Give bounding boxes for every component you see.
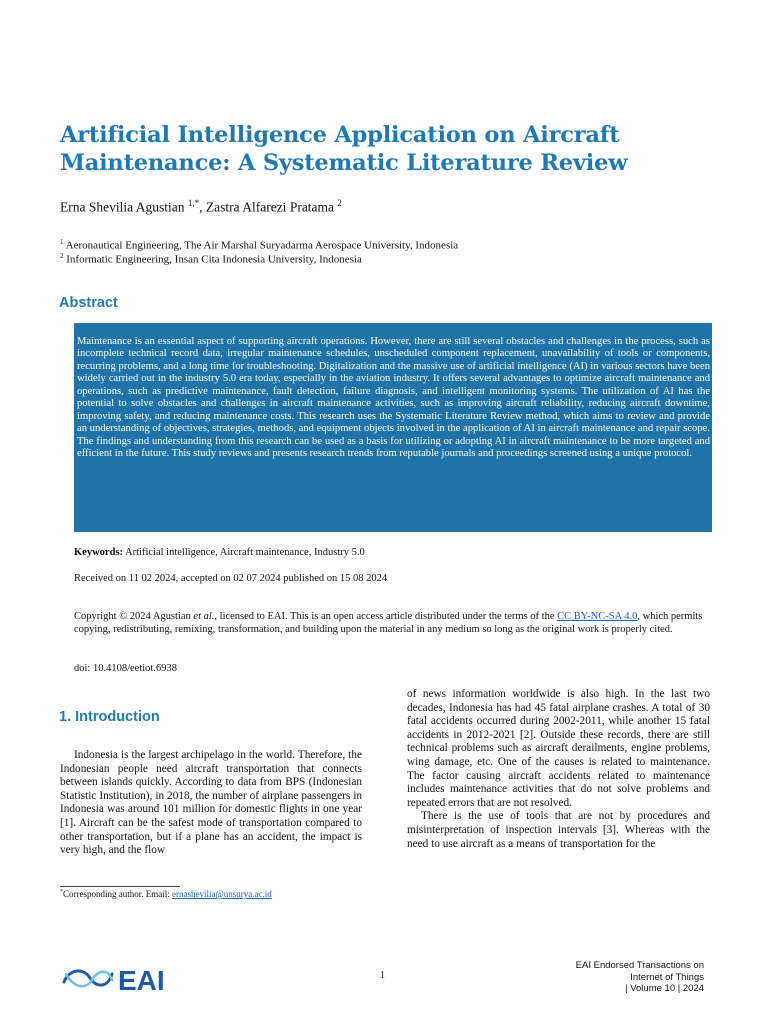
paper-title xyxy=(60,121,700,177)
title-line-1: Artificial Intelligence Application on Aircraft xyxy=(60,122,620,148)
affiliation-text: Informatic Engineering, Insan Cita Indonesia University, Indonesia xyxy=(63,253,362,266)
section-heading-introduction: 1. Introduction xyxy=(59,709,160,725)
abstract-heading: Abstract xyxy=(59,295,118,311)
footnote-text: Corresponding author. Email: xyxy=(63,889,172,899)
author-name: Erna Shevilia Agustian xyxy=(60,199,188,215)
affiliation-2 xyxy=(60,249,362,267)
author-separator: , xyxy=(199,199,206,215)
affiliation-number: 1 xyxy=(60,238,64,246)
keywords-label: Keywords: xyxy=(74,547,123,558)
paragraph: of news information worldwide is also high. In the last two decades, Indonesia has had 45 fatal airplane crashes. A total of 30 fatal accidents occurred during 2002-2011, while another 15 fatal accidents in 2012-2021 [2]. Outside these records, there are still technical problems such as aircraft derailments, engine problems, wing damage, etc. One of the causes is related to maintenance. The factor causing aircraft accidents related to maintenance includes maintenance activities that do not solve problems and repeated errors that are not resolved. xyxy=(407,688,710,809)
copyright-text: , licensed to EAI. This is an open access article distributed under the terms of the xyxy=(214,611,558,622)
left-column xyxy=(60,749,362,858)
journal-line: Internet of Things xyxy=(630,971,704,983)
author-affiliation-mark: 2 xyxy=(337,198,342,208)
et-al: et al. xyxy=(193,611,215,622)
keywords-text: Artificial intelligence, Aircraft maintenance, Industry 5.0 xyxy=(123,547,365,558)
keywords xyxy=(74,547,365,560)
paragraph: Indonesia is the largest archipelago in the world. Therefore, the Indonesian people need aircraft transportation that connects between islands quickly. According to data from BPS (Indonesian Statistic Institution), in 2018, the number of airplane passengers in Indonesia was around 101 million for domestic flights in one year [1]. Aircraft can be the safest mode of transportation compared to other transportation, but if a plane has an accident, the impact is very high, and the flow xyxy=(60,749,362,857)
footnote-mark: * xyxy=(60,889,63,895)
copyright-text: , which permits copying, redistributing, remixing, transformation, and building upon the material in any medium so long as the original work is properly cited. xyxy=(74,611,703,635)
email-link[interactable]: ernashevilia@unsurya.ac.id xyxy=(171,889,272,899)
author-affiliation-mark: 1,* xyxy=(187,198,200,208)
license-link[interactable]: CC BY-NC-SA 4.0 xyxy=(557,611,638,622)
abstract-box xyxy=(74,323,712,532)
corresponding-author-footnote xyxy=(60,889,272,899)
footnote-divider xyxy=(60,886,180,887)
abstract-text: Maintenance is an essential aspect of supporting aircraft operations. However, there are still several obstacles and challenges in the process, such as incomplete technical record data, irregular maintenance schedules, unscheduled component replacement, unavailability of tools or components, recurring problems, and a long time for troubleshooting. Digitalization and the massive use of artificial intelligence (AI) in various sectors have been widely carried out in the industry 5.0 era today, especially in the aviation industry. It offers several advantages to optimize aircraft maintenance and operations, such as predictive maintenance, fault detection, failure diagnosis, and intelligent monitoring systems. The utilization of AI has the potential to solve obstacles and challenges in aircraft maintenance activities, such as improving aircraft reliability, reducing aircraft downtime, improving safety, and reducing maintenance costs. This research uses the Systematic Literature Review method, which aims to review and provide an understanding of objectives, strategies, methods, and equipment objects involved in the application of AI in aircraft maintenance and repair scope. The findings and understanding from this research can be used as a basis for utilizing or adopting AI in aircraft maintenance to be more targeted and efficient in the future. This study reviews and presents research trends from reputable journals and proceedings screened using a unique protocol. xyxy=(77,336,710,460)
logo-text: EAI xyxy=(118,965,165,994)
received-dates: Received on 11 02 2024, accepted on 02 07 2024 published on 15 08 2024 xyxy=(74,573,388,584)
affiliation-text: Aeronautical Engineering, The Air Marshal Suryadarma Aerospace University, Indonesia xyxy=(63,239,459,252)
journal-line: EAI Endorsed Transactions on xyxy=(575,960,704,971)
right-column xyxy=(407,688,710,851)
journal-info xyxy=(520,960,704,995)
title-line-2: Maintenance: A Systematic Literature Review xyxy=(60,150,628,176)
page-number: 1 xyxy=(380,970,385,981)
doi: doi: 10.4108/eetiot.6938 xyxy=(74,663,177,674)
author-list xyxy=(60,198,342,216)
eai-logo xyxy=(60,962,172,994)
author-name: Zastra Alfarezi Pratama xyxy=(205,199,338,215)
copyright-notice xyxy=(74,611,712,636)
paragraph: There is the use of tools that are not by procedures and misinterpretation of inspection intervals [3]. Whereas with the need to use aircraft as a means of transportation for the xyxy=(407,810,710,850)
journal-line: | Volume 10 | 2024 xyxy=(625,983,704,994)
affiliation-number: 2 xyxy=(60,252,64,260)
copyright-text: Copyright © 2024 Agustian xyxy=(74,611,194,622)
